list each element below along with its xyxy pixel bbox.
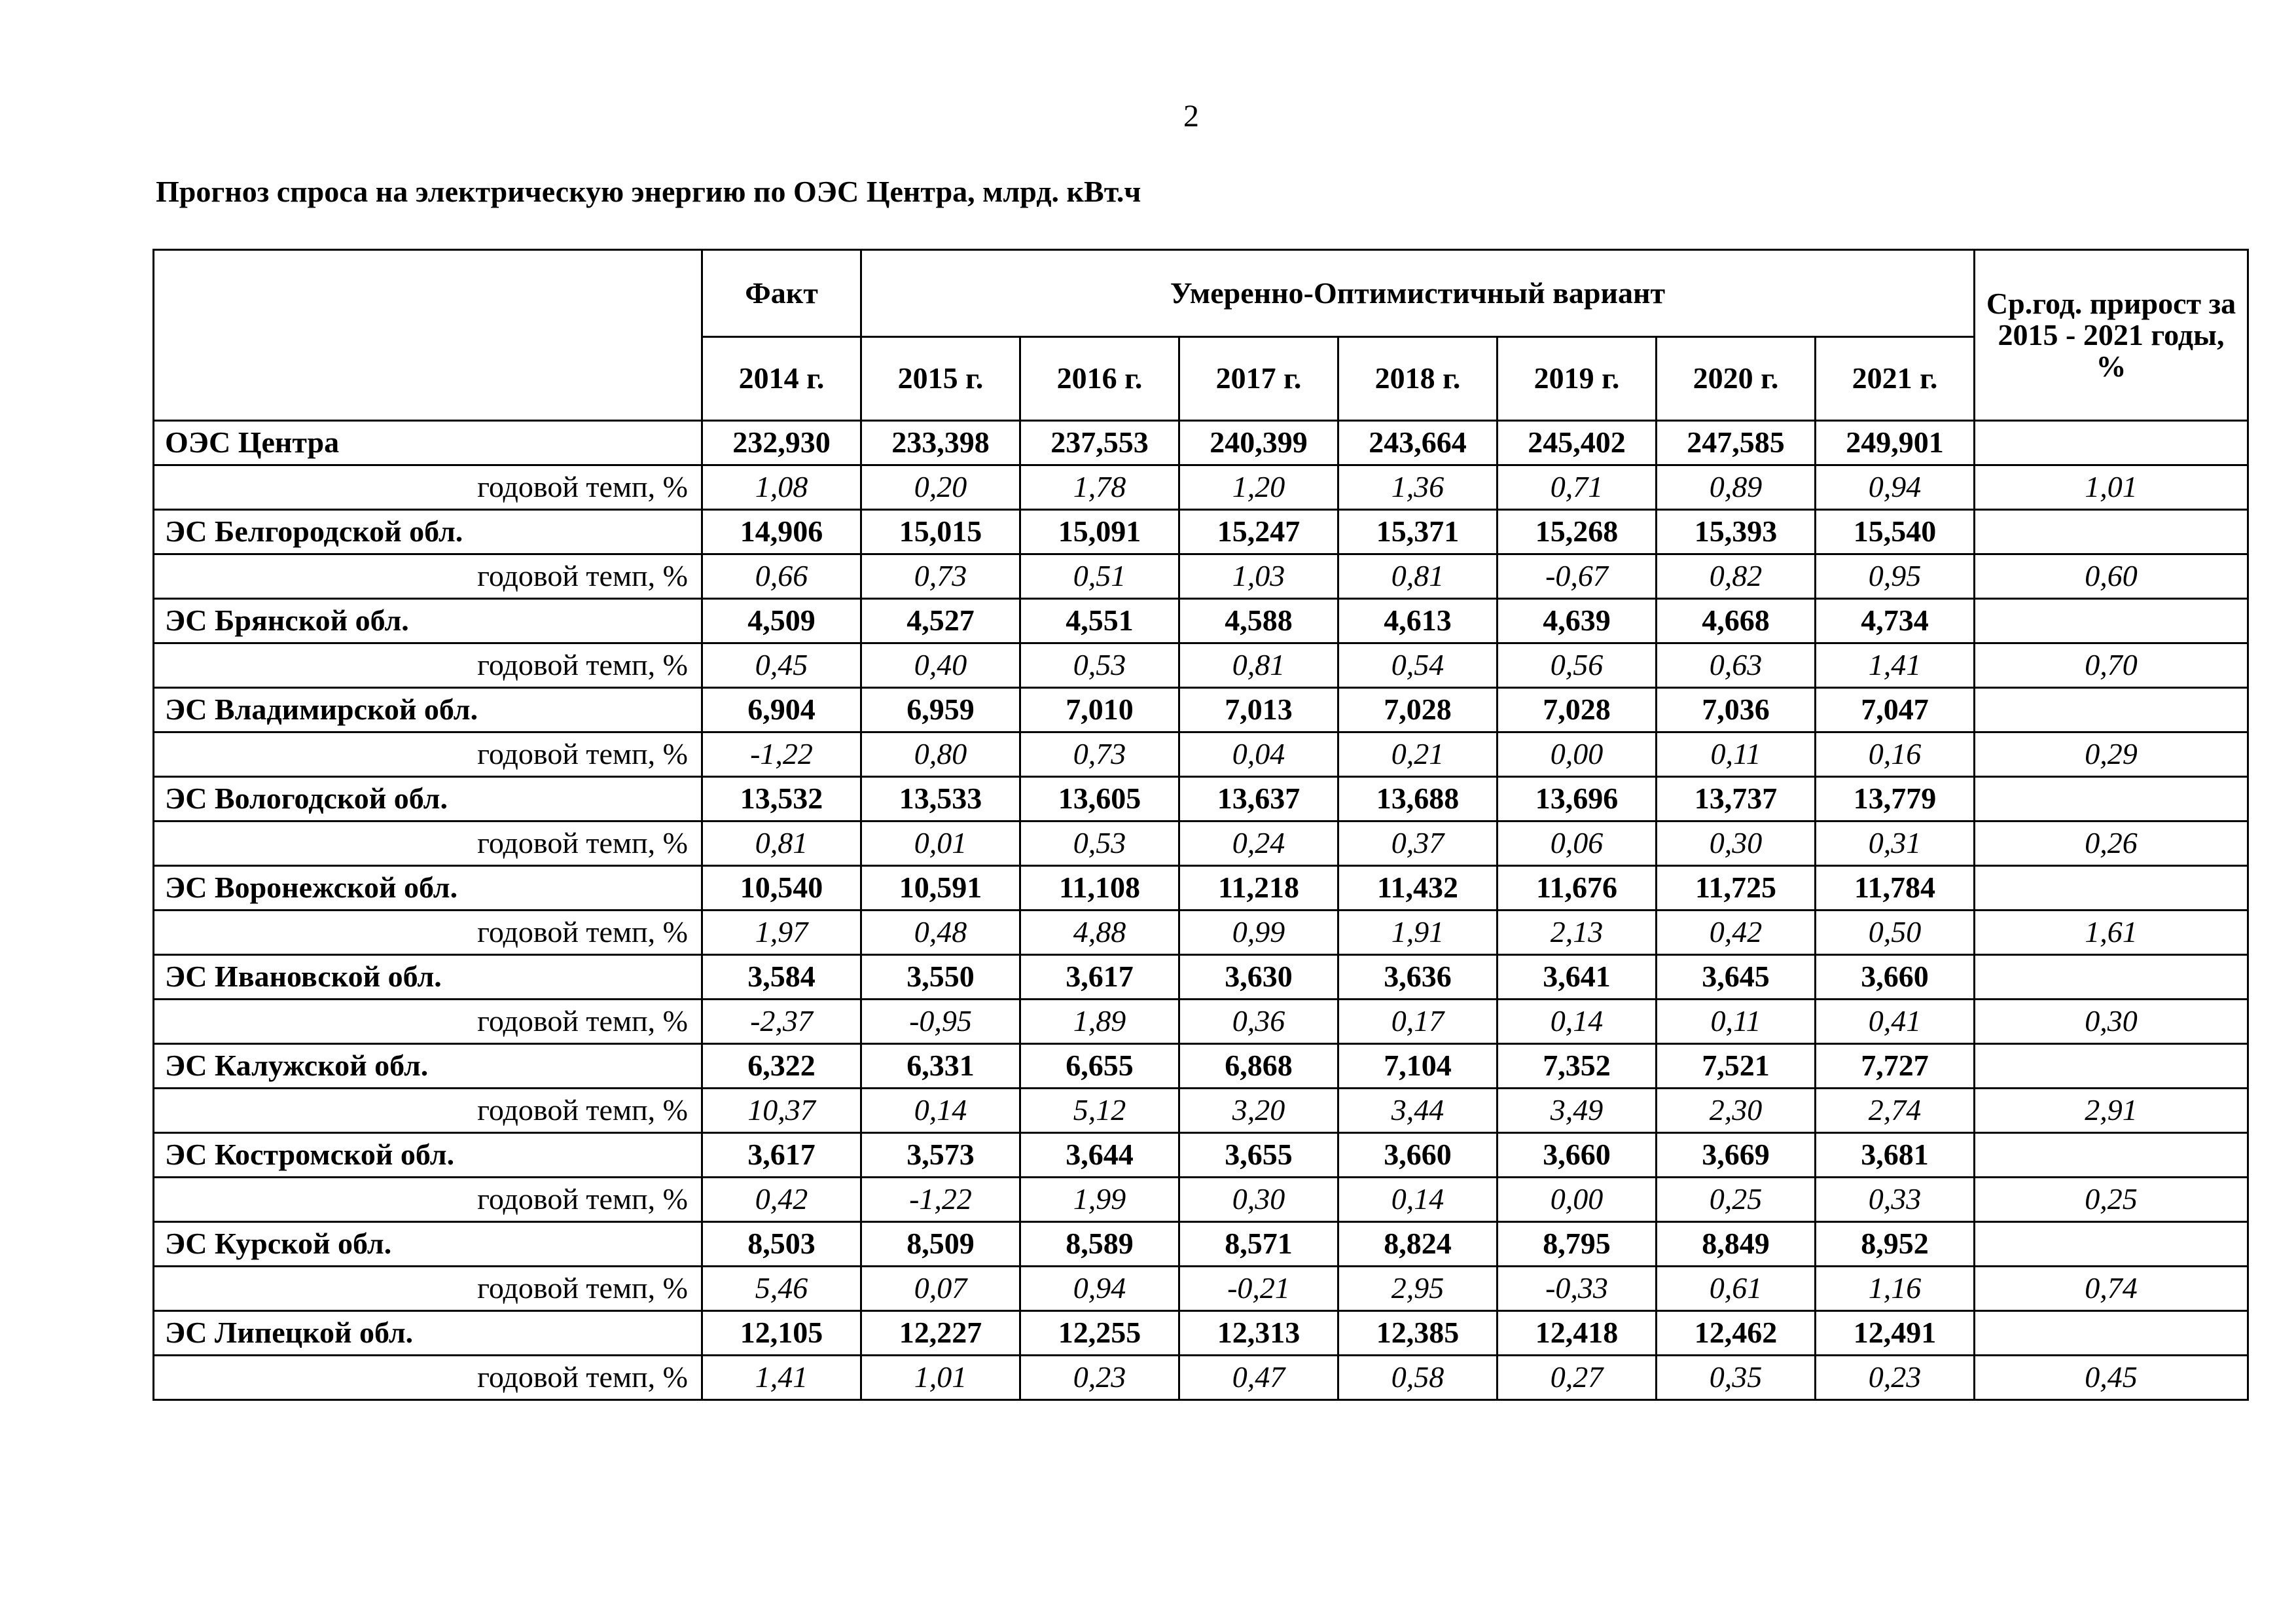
region-value: 13,779 xyxy=(1816,777,1975,821)
header-fact: Факт xyxy=(702,250,861,337)
document-title: Прогноз спроса на электрическую энергию по ОЭС Центра, млрд. кВт.ч xyxy=(156,175,1141,208)
annual-rate-value: 0,33 xyxy=(1816,1178,1975,1222)
region-value: 3,645 xyxy=(1657,955,1816,1000)
region-average-empty xyxy=(1975,1222,2248,1267)
annual-rate-value: 0,53 xyxy=(1020,821,1179,866)
table-row-annual-rate xyxy=(154,1000,2248,1044)
annual-rate-value: 3,20 xyxy=(1179,1089,1338,1133)
region-value: 3,636 xyxy=(1338,955,1498,1000)
region-value: 3,655 xyxy=(1179,1133,1338,1178)
table-row-region xyxy=(154,777,2248,821)
region-value: 15,393 xyxy=(1657,510,1816,554)
region-name: ОЭС Центра xyxy=(154,421,702,465)
annual-rate-value: 0,63 xyxy=(1657,643,1816,688)
table-row-annual-rate xyxy=(154,1178,2248,1222)
annual-rate-value: 0,95 xyxy=(1816,554,1975,599)
table-row-region xyxy=(154,866,2248,911)
annual-rate-value: -0,21 xyxy=(1179,1267,1338,1311)
region-value: 10,591 xyxy=(861,866,1020,911)
region-value: 3,584 xyxy=(702,955,861,1000)
region-value: 7,010 xyxy=(1020,688,1179,732)
annual-rate-value: 1,16 xyxy=(1816,1267,1975,1311)
annual-rate-value: 0,30 xyxy=(1179,1178,1338,1222)
annual-rate-value: 5,46 xyxy=(702,1267,861,1311)
region-value: 13,637 xyxy=(1179,777,1338,821)
header-average-growth: Ср.год. прирост за 2015 - 2021 годы, % xyxy=(1975,250,2248,421)
region-value: 13,532 xyxy=(702,777,861,821)
annual-rate-value: -1,22 xyxy=(702,732,861,777)
table-row-annual-rate xyxy=(154,732,2248,777)
region-average-empty xyxy=(1975,1044,2248,1089)
table-row-region xyxy=(154,955,2248,1000)
region-value: 6,959 xyxy=(861,688,1020,732)
region-value: 6,904 xyxy=(702,688,861,732)
average-growth-value: 0,26 xyxy=(1975,821,2248,866)
region-value: 8,824 xyxy=(1338,1222,1498,1267)
average-growth-value: 1,61 xyxy=(1975,911,2248,955)
annual-rate-value: 0,56 xyxy=(1498,643,1657,688)
region-value: 15,015 xyxy=(861,510,1020,554)
annual-rate-value: 1,20 xyxy=(1179,465,1338,510)
region-value: 4,734 xyxy=(1816,599,1975,643)
region-name: ЭС Белгородской обл. xyxy=(154,510,702,554)
annual-rate-value: 0,82 xyxy=(1657,554,1816,599)
annual-rate-value: 0,30 xyxy=(1657,821,1816,866)
region-value: 6,655 xyxy=(1020,1044,1179,1089)
header-year: 2018 г. xyxy=(1338,337,1498,421)
region-value: 15,247 xyxy=(1179,510,1338,554)
annual-rate-value: 1,78 xyxy=(1020,465,1179,510)
region-value: 3,660 xyxy=(1816,955,1975,1000)
annual-rate-value: 0,36 xyxy=(1179,1000,1338,1044)
region-value: 6,322 xyxy=(702,1044,861,1089)
header-row-1 xyxy=(154,250,2248,337)
annual-rate-value: 2,13 xyxy=(1498,911,1657,955)
annual-rate-value: 0,01 xyxy=(861,821,1020,866)
region-average-empty xyxy=(1975,688,2248,732)
region-value: 3,630 xyxy=(1179,955,1338,1000)
region-value: 4,509 xyxy=(702,599,861,643)
table-body xyxy=(154,421,2248,1400)
annual-rate-value: 0,21 xyxy=(1338,732,1498,777)
region-value: 249,901 xyxy=(1816,421,1975,465)
region-value: 11,725 xyxy=(1657,866,1816,911)
region-value: 3,681 xyxy=(1816,1133,1975,1178)
region-value: 13,696 xyxy=(1498,777,1657,821)
region-value: 3,644 xyxy=(1020,1133,1179,1178)
table-row-region xyxy=(154,510,2248,554)
annual-rate-value: 1,97 xyxy=(702,911,861,955)
region-average-empty xyxy=(1975,1133,2248,1178)
annual-rate-value: 0,41 xyxy=(1816,1000,1975,1044)
average-growth-value: 0,45 xyxy=(1975,1356,2248,1400)
region-average-empty xyxy=(1975,599,2248,643)
annual-rate-value: 0,24 xyxy=(1179,821,1338,866)
region-value: 11,784 xyxy=(1816,866,1975,911)
region-value: 13,605 xyxy=(1020,777,1179,821)
annual-rate-value: 0,66 xyxy=(702,554,861,599)
annual-rate-value: 1,99 xyxy=(1020,1178,1179,1222)
annual-rate-value: 4,88 xyxy=(1020,911,1179,955)
annual-rate-label: годовой темп, % xyxy=(154,465,702,510)
annual-rate-value: 2,74 xyxy=(1816,1089,1975,1133)
annual-rate-value: 0,11 xyxy=(1657,732,1816,777)
table-row-region xyxy=(154,688,2248,732)
table-row-annual-rate xyxy=(154,465,2248,510)
region-value: 8,509 xyxy=(861,1222,1020,1267)
annual-rate-value: 0,06 xyxy=(1498,821,1657,866)
annual-rate-value: 0,16 xyxy=(1816,732,1975,777)
region-average-empty xyxy=(1975,510,2248,554)
annual-rate-label: годовой темп, % xyxy=(154,911,702,955)
region-value: 7,036 xyxy=(1657,688,1816,732)
header-year: 2017 г. xyxy=(1179,337,1338,421)
annual-rate-value: 0,50 xyxy=(1816,911,1975,955)
region-value: 3,617 xyxy=(1020,955,1179,1000)
annual-rate-value: 0,23 xyxy=(1020,1356,1179,1400)
table-row-annual-rate xyxy=(154,821,2248,866)
average-growth-value: 0,70 xyxy=(1975,643,2248,688)
region-value: 11,432 xyxy=(1338,866,1498,911)
annual-rate-value: 0,14 xyxy=(1498,1000,1657,1044)
table-row-annual-rate xyxy=(154,911,2248,955)
header-year: 2016 г. xyxy=(1020,337,1179,421)
region-value: 4,613 xyxy=(1338,599,1498,643)
region-name: ЭС Липецкой обл. xyxy=(154,1311,702,1356)
average-growth-value: 0,74 xyxy=(1975,1267,2248,1311)
annual-rate-label: годовой темп, % xyxy=(154,1267,702,1311)
region-value: 8,849 xyxy=(1657,1222,1816,1267)
annual-rate-value: 1,91 xyxy=(1338,911,1498,955)
region-value: 7,104 xyxy=(1338,1044,1498,1089)
region-value: 3,550 xyxy=(861,955,1020,1000)
region-value: 4,551 xyxy=(1020,599,1179,643)
annual-rate-value: 1,41 xyxy=(702,1356,861,1400)
region-value: 7,047 xyxy=(1816,688,1975,732)
table-row-region xyxy=(154,1044,2248,1089)
region-value: 245,402 xyxy=(1498,421,1657,465)
region-value: 12,313 xyxy=(1179,1311,1338,1356)
annual-rate-value: 0,94 xyxy=(1020,1267,1179,1311)
header-variant: Умеренно-Оптимистичный вариант xyxy=(861,250,1975,337)
region-value: 13,737 xyxy=(1657,777,1816,821)
annual-rate-value: 0,04 xyxy=(1179,732,1338,777)
annual-rate-value: -0,95 xyxy=(861,1000,1020,1044)
annual-rate-value: 0,81 xyxy=(1179,643,1338,688)
region-value: 12,491 xyxy=(1816,1311,1975,1356)
annual-rate-value: 0,73 xyxy=(1020,732,1179,777)
region-value: 13,688 xyxy=(1338,777,1498,821)
region-value: 12,418 xyxy=(1498,1311,1657,1356)
region-value: 247,585 xyxy=(1657,421,1816,465)
annual-rate-value: 0,80 xyxy=(861,732,1020,777)
region-value: 11,676 xyxy=(1498,866,1657,911)
annual-rate-value: 0,23 xyxy=(1816,1356,1975,1400)
header-year: 2021 г. xyxy=(1816,337,1975,421)
table-row-annual-rate xyxy=(154,1267,2248,1311)
annual-rate-label: годовой темп, % xyxy=(154,554,702,599)
annual-rate-value: 0,48 xyxy=(861,911,1020,955)
region-average-empty xyxy=(1975,421,2248,465)
header-year: 2014 г. xyxy=(702,337,861,421)
annual-rate-value: 0,31 xyxy=(1816,821,1975,866)
table-row-annual-rate xyxy=(154,1089,2248,1133)
table-row-region xyxy=(154,1222,2248,1267)
annual-rate-value: 0,54 xyxy=(1338,643,1498,688)
region-value: 7,028 xyxy=(1498,688,1657,732)
region-value: 233,398 xyxy=(861,421,1020,465)
region-value: 3,641 xyxy=(1498,955,1657,1000)
table-row-region xyxy=(154,421,2248,465)
annual-rate-value: 0,94 xyxy=(1816,465,1975,510)
annual-rate-value: 0,81 xyxy=(702,821,861,866)
table-row-region xyxy=(154,599,2248,643)
annual-rate-value: 0,71 xyxy=(1498,465,1657,510)
annual-rate-value: 1,36 xyxy=(1338,465,1498,510)
annual-rate-label: годовой темп, % xyxy=(154,1356,702,1400)
region-value: 15,268 xyxy=(1498,510,1657,554)
region-average-empty xyxy=(1975,777,2248,821)
annual-rate-value: 0,07 xyxy=(861,1267,1020,1311)
annual-rate-label: годовой темп, % xyxy=(154,1089,702,1133)
header-year: 2015 г. xyxy=(861,337,1020,421)
region-value: 3,617 xyxy=(702,1133,861,1178)
region-value: 7,013 xyxy=(1179,688,1338,732)
region-value: 6,331 xyxy=(861,1044,1020,1089)
region-value: 243,664 xyxy=(1338,421,1498,465)
annual-rate-value: 0,11 xyxy=(1657,1000,1816,1044)
annual-rate-value: -1,22 xyxy=(861,1178,1020,1222)
region-value: 10,540 xyxy=(702,866,861,911)
region-value: 3,660 xyxy=(1498,1133,1657,1178)
table-row-annual-rate xyxy=(154,554,2248,599)
table-row-region xyxy=(154,1133,2248,1178)
region-value: 4,639 xyxy=(1498,599,1657,643)
annual-rate-value: 0,89 xyxy=(1657,465,1816,510)
annual-rate-value: -0,33 xyxy=(1498,1267,1657,1311)
region-name: ЭС Курской обл. xyxy=(154,1222,702,1267)
region-value: 3,573 xyxy=(861,1133,1020,1178)
annual-rate-value: 0,47 xyxy=(1179,1356,1338,1400)
annual-rate-label: годовой темп, % xyxy=(154,1178,702,1222)
annual-rate-value: 2,95 xyxy=(1338,1267,1498,1311)
average-growth-value: 0,30 xyxy=(1975,1000,2248,1044)
region-value: 4,527 xyxy=(861,599,1020,643)
region-value: 8,795 xyxy=(1498,1222,1657,1267)
region-value: 12,385 xyxy=(1338,1311,1498,1356)
region-average-empty xyxy=(1975,955,2248,1000)
region-value: 12,105 xyxy=(702,1311,861,1356)
region-value: 8,952 xyxy=(1816,1222,1975,1267)
region-value: 8,503 xyxy=(702,1222,861,1267)
annual-rate-value: 3,44 xyxy=(1338,1089,1498,1133)
annual-rate-value: 0,20 xyxy=(861,465,1020,510)
region-value: 4,588 xyxy=(1179,599,1338,643)
annual-rate-value: 0,61 xyxy=(1657,1267,1816,1311)
annual-rate-value: -2,37 xyxy=(702,1000,861,1044)
table-row-annual-rate xyxy=(154,643,2248,688)
region-value: 14,906 xyxy=(702,510,861,554)
annual-rate-value: 0,37 xyxy=(1338,821,1498,866)
annual-rate-label: годовой темп, % xyxy=(154,1000,702,1044)
annual-rate-value: 0,99 xyxy=(1179,911,1338,955)
annual-rate-value: 0,58 xyxy=(1338,1356,1498,1400)
region-name: ЭС Вологодской обл. xyxy=(154,777,702,821)
region-value: 240,399 xyxy=(1179,421,1338,465)
header-year: 2020 г. xyxy=(1657,337,1816,421)
annual-rate-value: 10,37 xyxy=(702,1089,861,1133)
average-growth-value: 0,25 xyxy=(1975,1178,2248,1222)
annual-rate-value: 1,41 xyxy=(1816,643,1975,688)
region-value: 3,669 xyxy=(1657,1133,1816,1178)
region-value: 15,091 xyxy=(1020,510,1179,554)
annual-rate-value: 1,08 xyxy=(702,465,861,510)
region-average-empty xyxy=(1975,866,2248,911)
page-number: 2 xyxy=(1183,99,1199,134)
annual-rate-value: 0,35 xyxy=(1657,1356,1816,1400)
region-value: 7,727 xyxy=(1816,1044,1975,1089)
annual-rate-value: 1,03 xyxy=(1179,554,1338,599)
region-name: ЭС Костромской обл. xyxy=(154,1133,702,1178)
annual-rate-value: 1,89 xyxy=(1020,1000,1179,1044)
region-value: 15,371 xyxy=(1338,510,1498,554)
annual-rate-value: 1,01 xyxy=(861,1356,1020,1400)
region-value: 12,462 xyxy=(1657,1311,1816,1356)
forecast-table xyxy=(152,249,2249,1401)
region-name: ЭС Воронежской обл. xyxy=(154,866,702,911)
annual-rate-value: 0,14 xyxy=(861,1089,1020,1133)
header-year: 2019 г. xyxy=(1498,337,1657,421)
annual-rate-value: 0,53 xyxy=(1020,643,1179,688)
region-value: 15,540 xyxy=(1816,510,1975,554)
annual-rate-value: 0,42 xyxy=(1657,911,1816,955)
table-row-annual-rate xyxy=(154,1356,2248,1400)
region-value: 7,028 xyxy=(1338,688,1498,732)
annual-rate-label: годовой темп, % xyxy=(154,732,702,777)
region-name: ЭС Ивановской обл. xyxy=(154,955,702,1000)
region-value: 8,589 xyxy=(1020,1222,1179,1267)
average-growth-value: 0,60 xyxy=(1975,554,2248,599)
annual-rate-value: 0,00 xyxy=(1498,1178,1657,1222)
average-growth-value: 0,29 xyxy=(1975,732,2248,777)
annual-rate-value: 5,12 xyxy=(1020,1089,1179,1133)
average-growth-value: 1,01 xyxy=(1975,465,2248,510)
annual-rate-value: 0,25 xyxy=(1657,1178,1816,1222)
annual-rate-value: 0,17 xyxy=(1338,1000,1498,1044)
region-name: ЭС Калужской обл. xyxy=(154,1044,702,1089)
region-value: 13,533 xyxy=(861,777,1020,821)
region-value: 7,352 xyxy=(1498,1044,1657,1089)
region-value: 3,660 xyxy=(1338,1133,1498,1178)
header-empty-cell xyxy=(154,250,702,421)
annual-rate-value: 0,51 xyxy=(1020,554,1179,599)
region-value: 11,218 xyxy=(1179,866,1338,911)
region-value: 7,521 xyxy=(1657,1044,1816,1089)
region-value: 6,868 xyxy=(1179,1044,1338,1089)
region-value: 232,930 xyxy=(702,421,861,465)
region-value: 12,227 xyxy=(861,1311,1020,1356)
region-value: 11,108 xyxy=(1020,866,1179,911)
average-growth-value: 2,91 xyxy=(1975,1089,2248,1133)
annual-rate-label: годовой темп, % xyxy=(154,821,702,866)
annual-rate-value: 0,42 xyxy=(702,1178,861,1222)
region-value: 8,571 xyxy=(1179,1222,1338,1267)
annual-rate-value: 0,73 xyxy=(861,554,1020,599)
annual-rate-value: 0,45 xyxy=(702,643,861,688)
annual-rate-value: 2,30 xyxy=(1657,1089,1816,1133)
region-name: ЭС Брянской обл. xyxy=(154,599,702,643)
annual-rate-label: годовой темп, % xyxy=(154,643,702,688)
annual-rate-value: 0,00 xyxy=(1498,732,1657,777)
annual-rate-value: 0,14 xyxy=(1338,1178,1498,1222)
region-name: ЭС Владимирской обл. xyxy=(154,688,702,732)
annual-rate-value: 0,27 xyxy=(1498,1356,1657,1400)
annual-rate-value: 0,40 xyxy=(861,643,1020,688)
region-value: 4,668 xyxy=(1657,599,1816,643)
table-row-region xyxy=(154,1311,2248,1356)
region-value: 237,553 xyxy=(1020,421,1179,465)
annual-rate-value: -0,67 xyxy=(1498,554,1657,599)
region-value: 12,255 xyxy=(1020,1311,1179,1356)
annual-rate-value: 0,81 xyxy=(1338,554,1498,599)
annual-rate-value: 3,49 xyxy=(1498,1089,1657,1133)
region-average-empty xyxy=(1975,1311,2248,1356)
